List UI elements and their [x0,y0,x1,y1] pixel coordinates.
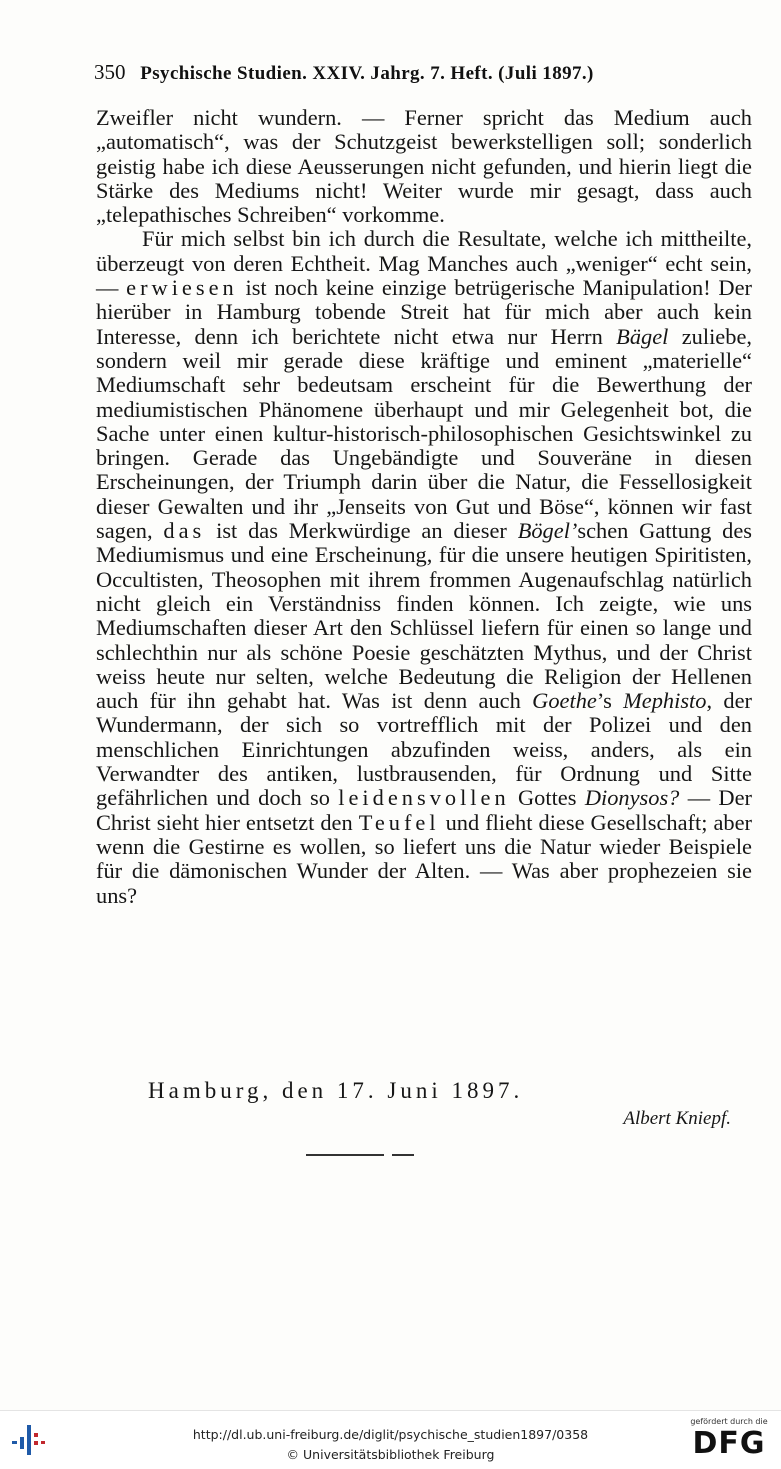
dfg-funding-note: gefördert durch die [690,1417,768,1426]
italic-name: Goethe [532,688,597,714]
running-title: Psychische Studien. XXIV. Jahrg. 7. Heft. (Juli 1897.) [140,63,594,84]
text-run: — Der Christ sieht hier entsetzt den [96,785,752,835]
end-rule [306,1154,384,1156]
text-run: zuliebe, sondern weil mir gerade diese kräftige und eminent „materielle“ Mediumschaft sehr bedeutsam erscheint für die Bewerthung der mediumistischen Phänomene überhaupt und mir Gelegenheit bot, die Sache unter einen kultur-historisch-philosophischen Gesichtswinkel zu bringen. Gerade das Ungebändigte und Souveräne in diesen Erscheinungen, der Triumph darin über die Natur, die Fessellosigkeit dieser Gewalten und ihr „Jenseits von Gut und Böse“, können wir fast sagen, [96,323,752,544]
paragraph: Zweifler nicht wundern. — Ferner spricht das Medium auch „automatisch“, was der Schutzgeist bewerkstelligen soll; sonderlich geistig habe ich diese Aeusserungen nicht gefunden, und hierin liegt die Stärke des Mediums nicht! Weiter wurde mir gesagt, dass auch „telepathisches Schreiben“ vorkomme. [96,105,752,228]
italic-name: Dionysos? [584,785,680,811]
text-run: ist das Merkwürdige an dieser [216,518,507,544]
italic-name: Bögel’ [517,518,578,544]
article-body [96,106,752,908]
dfg-wordmark: DFG [692,1426,766,1461]
text-run: Gottes [518,785,577,811]
italic-name: Bägel [616,323,669,349]
text-run: Für mich selbst bin ich durch die Resultate, welche ich mittheilte, überzeugt von deren Echtheit. Mag Manches auch „weniger“ echt sein, — [96,226,752,301]
dateline [148,1078,523,1104]
text-run: ist noch keine einzige betrügerische Manipulation! Der hierüber in Hamburg tobende Streit hat für mich aber auch kein Interesse, denn ich berichtete nicht etwa nur Herrn [96,275,752,349]
copyright-notice: © Universitätsbibliothek Freiburg [286,1447,495,1462]
author-signature: Albert Kniepf. [623,1108,731,1129]
dfg-logo[interactable] [687,1417,771,1461]
text-run: schen Gattung des Mediumismus und eine Erscheinung, für die unsere heutigen Spiritisten, Occultisten, Theosophen mit ihrem frommen Augenaufschlag natürlich nicht gleich ein Verständniss finden können. Ich zeigte, wie uns Mediumschaften dieser Art den Schlüssel liefern für einen so lange und schlechthin nur als schöne Poesie geschätzten Mythus, und der Christ weiss heute nur selten, welche Bedeutung die Religion der Hellenen auch für ihn gehabt hat. Was ist denn auch [96,518,752,714]
spaced-emphasis: das [163,518,206,544]
viewer-footer [0,1410,781,1469]
permalink-url[interactable]: http://dl.ub.uni-freiburg.de/diglit/psychische_studien1897/0358 [192,1427,589,1442]
running-header [94,60,702,85]
end-rule-short [392,1154,414,1156]
page-number: 350 [94,60,126,84]
spaced-emphasis: erwiesen [126,275,238,301]
text-run: ’s [596,688,612,714]
italic-name: Mephisto [623,688,707,714]
paragraph [96,227,752,907]
spaced-emphasis: Teufel [358,809,440,835]
text-run: , der Wundermann, der sich so vortrefflich mit der Polizei und den menschlichen Einrichtungen abzufinden weiss, anders, als ein Verwandter des antiken, lustbrausenden, für Ordnung und Sitte gefährlichen und doch so [96,688,752,811]
text-run: und flieht diese Gesellschaft; aber wenn die Gestirne es wollen, so liefert uns die Natur wieder Beispiele für die dämonischen Wunder der Alten. — Was aber prophezeien sie uns? [96,809,752,908]
spaced-emphasis: leidensvollen [338,785,510,811]
dateline-text: Hamburg, den 17. Juni 1897. [148,1078,524,1103]
